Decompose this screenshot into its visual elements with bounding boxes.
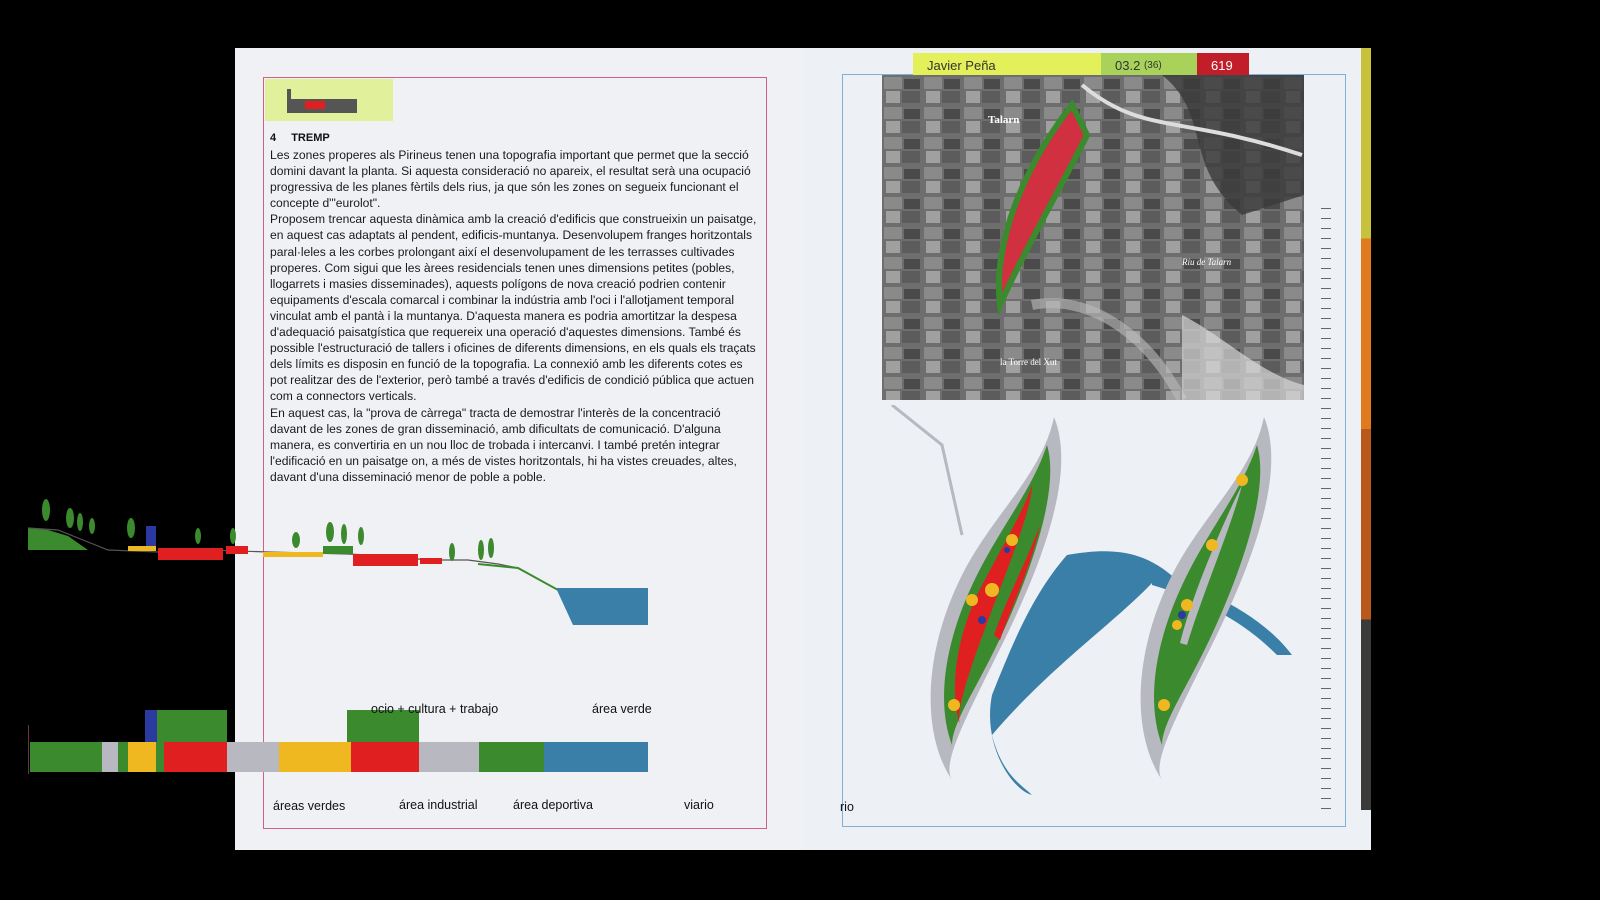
paragraph: Les zones properes als Pirineus tenen una topografia important que permet que la secció domini davant la planta. Si aquesta consideració no apareix, el resultat serà una ocupació progressiva de les planes fèrtils dels rius, ja que són les zones on segueix funcionant el concepte d'"eurolot".: [270, 148, 751, 211]
section-red-small-2: [420, 558, 442, 564]
site-plans: [882, 405, 1342, 805]
bar-yellow: [128, 742, 156, 772]
label-ocio: ocio + cultura + trabajo: [371, 702, 499, 716]
terrain-line: [28, 528, 518, 568]
section-red-small: [226, 546, 248, 554]
page-number-tab: 619: [1197, 53, 1249, 78]
section-title: TREMP: [291, 132, 330, 144]
plan-right: [1141, 417, 1272, 780]
issue-number: 03.2: [1115, 58, 1141, 73]
bar-river: [544, 742, 648, 772]
label-area-verde: área verde: [592, 702, 652, 716]
bar-grey-3: [419, 742, 479, 772]
bar-green-2: [479, 742, 544, 772]
label-area-industrial: área industrial: [399, 798, 478, 812]
bar-yellow-2: [279, 742, 351, 772]
paragraph: En aquest cas, la "prova de càrrega" tracta de demostrar l'interès de la concentració davant de les zones de gran disseminació, amb dificultats de comunicació. D'alguna manera, es convertiria en un nou lloc de trobada i intercanvi. I també pretén integrar l'edificació en un paisatge on, a més de vistes horitzontals, hi ha vistes creuades, altes, davant d'una disseminació menor de poble a poble.: [270, 405, 737, 484]
bar-green-thin: [118, 742, 128, 772]
bar-green-top: [157, 710, 227, 742]
bar-blue-top: [145, 710, 157, 742]
bar-green: [30, 742, 102, 772]
issue-sub: (36): [1143, 60, 1162, 71]
map-label-lake: Riu de Talarn: [1182, 257, 1232, 267]
author-tab: Javier Peña: [913, 53, 1101, 78]
section-yellow-strip: [128, 546, 156, 551]
section-diagram: [28, 470, 648, 820]
label-viario: viario: [684, 798, 714, 812]
bar-red-2: [351, 742, 419, 772]
river-section: [556, 588, 648, 625]
road-curve: [892, 405, 962, 535]
section-red-block: [158, 548, 223, 560]
page-edge-strip: [1361, 48, 1371, 810]
map-label-talarn: Talarn: [988, 114, 1020, 126]
section-blue-block: [146, 526, 156, 546]
section-heading: [270, 132, 330, 144]
label-rio: rio: [840, 800, 854, 814]
label-area-deportiva: área deportiva: [513, 798, 593, 812]
article-body: [270, 147, 760, 485]
section-red-block-2: [353, 554, 418, 566]
bar-green-sep: [156, 742, 164, 772]
bar-red: [164, 742, 227, 772]
section-thumbnail: [265, 79, 393, 121]
label-areas-verdes: áreas verdes: [273, 799, 346, 813]
bar-grey: [102, 742, 118, 772]
paragraph: Proposem trencar aquesta dinàmica amb la creació d'edificis que construeixin un paisatge, en aquest cas adaptats al pendent, edificis-muntanya. Desenvolupem franges horitzontals paral·leles a les corbes prolongant així el desenvolupament de les terrasses cultivades properes. Com sigui que les àrees residencials tenen unes dimensions petites (pobles, llogarrets i masies disseminades), aquests polígons de nova creació podrien contenir equipaments d'escala comarcal i combinar la indústria amb l'oci i l'allotjament temporal vinculat amb el pantà i la muntanya. D'aquesta manera es podria amortitzar la despesa d'adequació paisatgística que requereix una operació d'aquestes dimensions. També és possible l'estructuració de tallers i oficines de diferents dimensions, en els quals els traçats dels límits es disposin en funció de la topografia. La connexió amb les diferents cotes es pot realitzar des de l'exterior, però també a través d'edificis de condició pública que actuen com a connectors verticals.: [270, 212, 757, 404]
section-yellow-strip-2: [263, 552, 323, 557]
bar-grey-2: [227, 742, 279, 772]
section-number: 4: [270, 132, 277, 144]
map-label-torre: la Torre del Xut: [1000, 357, 1057, 367]
section-green-strip: [323, 546, 353, 554]
aerial-photo: [882, 75, 1304, 400]
